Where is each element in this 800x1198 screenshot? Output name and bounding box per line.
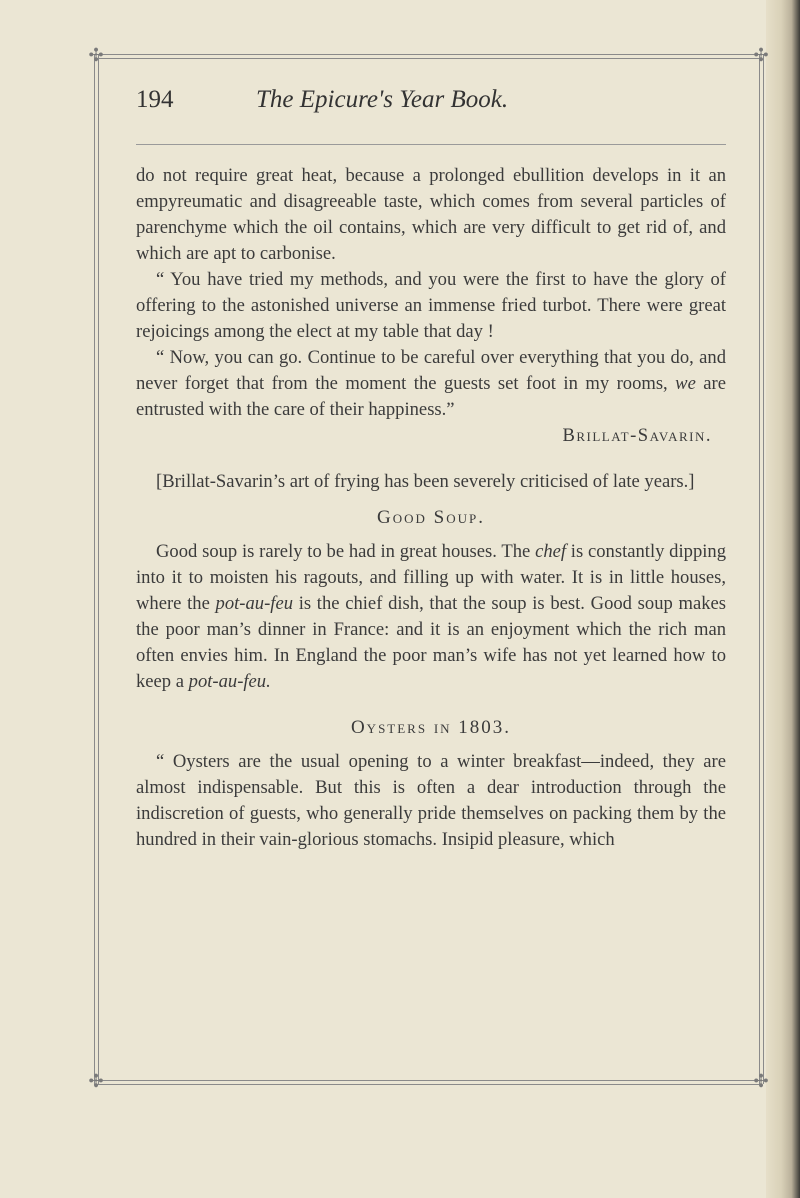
emphasis: we [675, 373, 696, 394]
frame-top-rule [94, 54, 762, 59]
corner-ornament-icon: ✣ [753, 45, 769, 66]
paragraph [136, 345, 726, 423]
signature: Brillat-Savarin. [562, 425, 712, 446]
paragraph: do not require great heat, because a prolonged ebullition develops in it an empyreumatic and disagreeable taste, which comes from several particles of parenchyme which the oil contains, which are very difficult to get rid of, and which are apt to carbonise. [136, 165, 726, 264]
frame-bottom-rule [94, 1080, 762, 1085]
section-heading-good-soup: Good Soup. [377, 507, 485, 528]
corner-ornament-icon: ✣ [88, 45, 104, 66]
body-text [136, 163, 726, 853]
frame-right-rule [759, 54, 764, 1084]
text-run: “ Now, you can go. Continue to be careful over everything that you do, and never forget that from the moment the guests set foot in my rooms, [136, 347, 726, 394]
header-rule [136, 144, 726, 145]
text-run: Good soup is rarely to be had in great houses. The [156, 541, 536, 562]
paragraph: “ You have tried my methods, and you were the first to have the glory of offering to the astonished universe an immense fried turbot. There were great rejoicings among the elect at my table that day ! [136, 269, 726, 342]
frame-left-rule [94, 54, 99, 1084]
text-run: is the chief dish, that the soup is best. Good soup makes the poor man’s dinner in France: and it is an enjoyment which the rich man often envies him. In England the poor man’s wife has not yet learned how to keep a [136, 593, 727, 692]
emphasis: pot-au-feu [215, 593, 293, 614]
page-header [136, 86, 726, 126]
text-run: is constantly dipping into it to moisten his ragouts, and filling up with water. It is in little houses, where the [136, 541, 727, 614]
section-heading-oysters: Oysters in 1803. [350, 717, 512, 738]
editorial-note: [Brillat-Savarin’s art of frying has been severely criticised of late years.] [156, 471, 695, 492]
page-number: 194 [136, 86, 174, 113]
paragraph: “ Oysters are the usual opening to a winter breakfast—indeed, they are almost indispensable. But this is often a dear introduction through the indiscretion of guests, who generally pride themselves on packing them by the hundred in their vain-glorious stomachs. Insipid pleasure, which [136, 751, 726, 850]
corner-ornament-icon: ✣ [88, 1071, 104, 1092]
emphasis: chef [535, 541, 567, 562]
paragraph [136, 539, 726, 695]
emphasis: pot-au-feu. [188, 671, 271, 692]
corner-ornament-icon: ✣ [753, 1071, 769, 1092]
running-title: The Epicure's Year Book. [256, 86, 509, 113]
text-run: are entrusted with the care of their happiness.” [136, 373, 726, 420]
page-edge-shadow [766, 0, 800, 1198]
